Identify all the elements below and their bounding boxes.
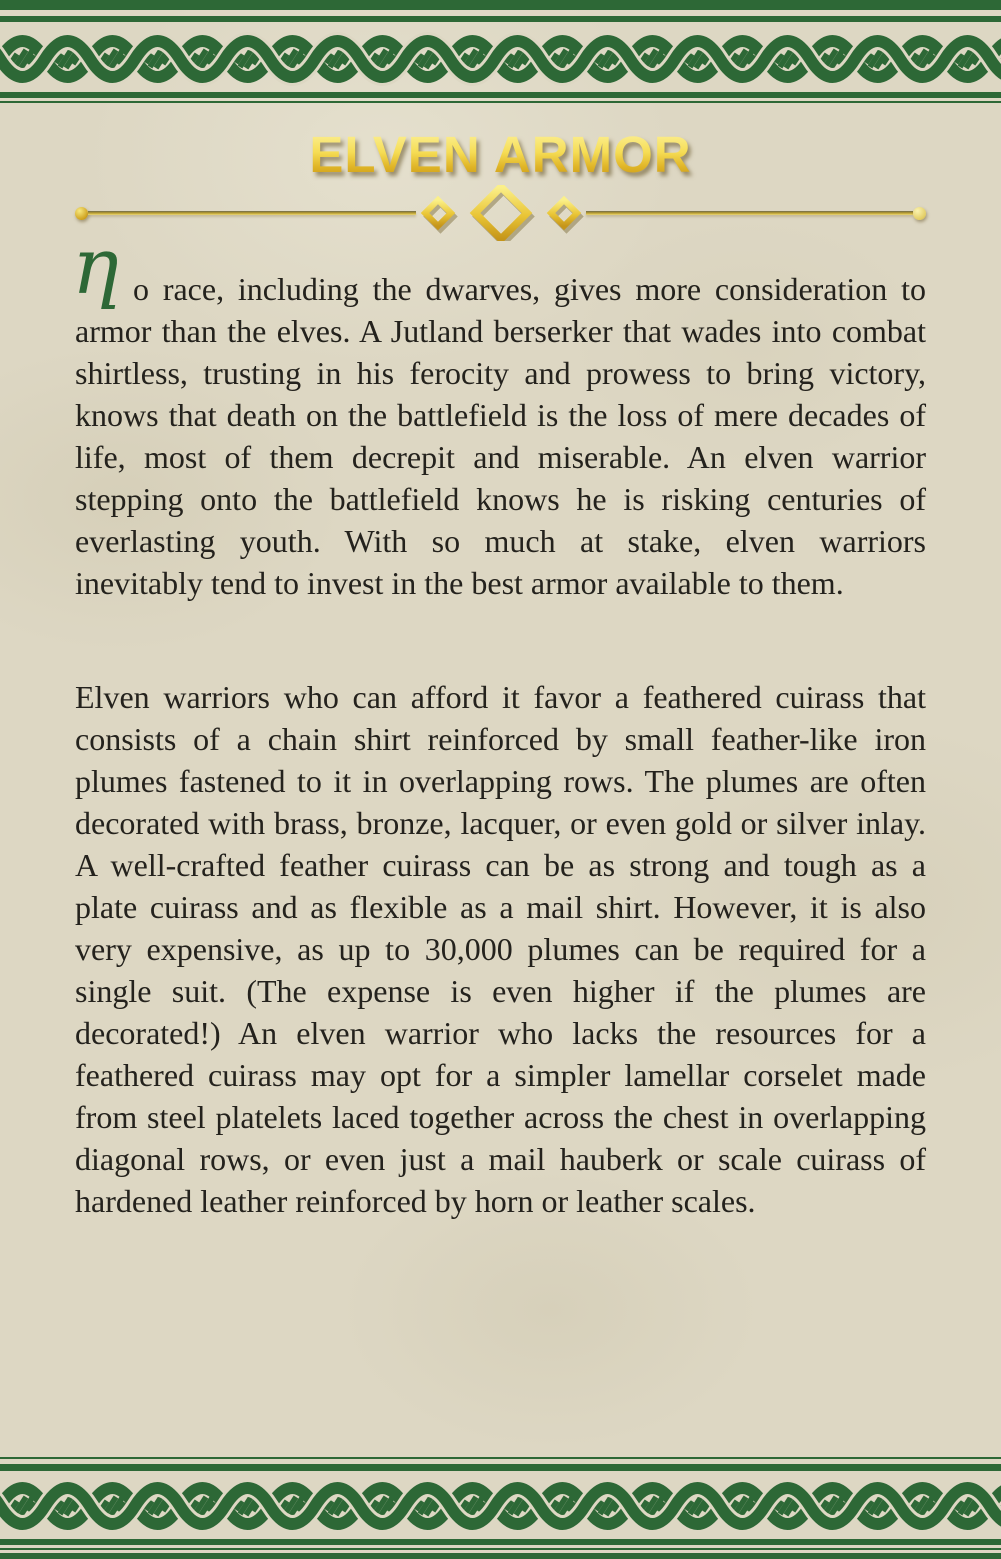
- page-title: ELVEN ARMOR: [0, 126, 1001, 184]
- border-bar: [0, 1553, 1001, 1559]
- divider-rule-right: [586, 211, 914, 215]
- paragraph-2-text: Elven warriors who can afford it favor a feathered cuirass that consists of a chain shirt reinforced by small feather-like iron plumes fastened to it in overlapping rows. The plumes are often decorated with brass, bronze, lacquer, or even gold or silver inlay. A well-crafted feather cuirass can be as strong and tough as a plate cuirass and as flexible as a mail shirt. However, it is also very expensive, as up to 30,000 plumes can be required for a single suit. (The expense is even higher if the plumes are decorated!) An elven warrior who lacks the resources for a feathered cuirass may opt for a simpler lamellar corselet made from steel platelets laced together across the chest in overlapping diagonal rows, or even just a mail hauberk or scale cuirass of hardened leather reinforced by horn or leather scales.: [75, 679, 926, 1219]
- paragraph-2: [75, 676, 926, 1222]
- celtic-knot-pattern-icon: [0, 1477, 1001, 1535]
- paragraph-1-text: o race, including the dwarves, gives more consideration to armor than the elves. A Jutland berserker that wades into combat shirtless, trusting in his ferocity and prowess to bring victory, knows that death on the battlefield is the loss of mere decades of life, most of them decrepit and miserable. An elven warrior stepping onto the battlefield knows he is risking centuries of everlasting youth. With so much at stake, elven warriors inevitably tend to invest in the best armor available to them.: [75, 271, 926, 601]
- divider-diamonds-icon: [416, 185, 586, 241]
- drop-cap-initial: ƞ: [72, 222, 123, 312]
- divider-rule-left: [88, 211, 416, 215]
- border-line: [0, 1464, 1001, 1471]
- divider-end-dot-right-icon: [913, 207, 926, 220]
- ornamental-divider: [75, 185, 926, 241]
- paragraph-1: [72, 222, 926, 604]
- article-body: [0, 222, 1001, 1222]
- divider-end-dot-left-icon: [75, 207, 88, 220]
- celtic-knot-border-bottom: [0, 1457, 1001, 1559]
